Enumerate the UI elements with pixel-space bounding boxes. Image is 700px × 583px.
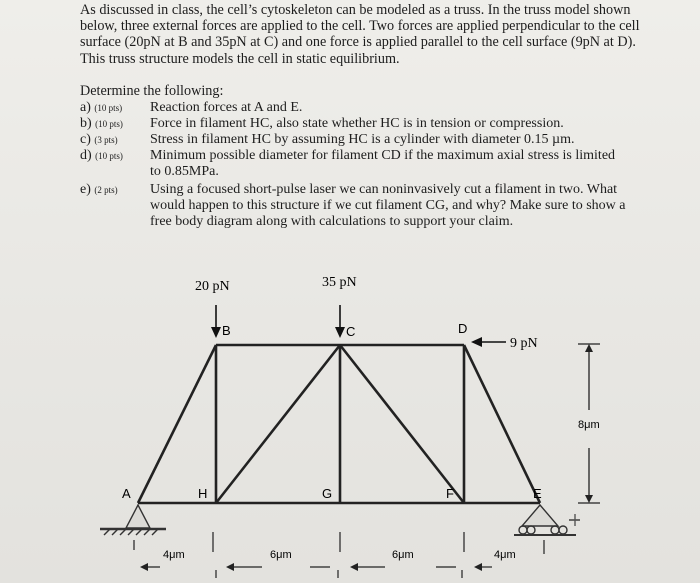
member-hc bbox=[216, 345, 340, 503]
force-arrow-d bbox=[471, 337, 506, 347]
node-label-h: H bbox=[198, 486, 208, 501]
pin-support-a bbox=[100, 505, 166, 535]
question-d-label: d) (10 pts) bbox=[80, 148, 123, 163]
question-c-text: Stress in filament HC by assuming HC is a cylinder with diameter 0.15 µm. bbox=[150, 132, 575, 147]
question-b-label: b) (10 pts) bbox=[80, 116, 123, 131]
force-label-b: 20 pN bbox=[195, 279, 230, 294]
question-b-text: Force in filament HC, also state whether HC is in tension or compression. bbox=[150, 116, 564, 131]
node-label-a: A bbox=[122, 486, 131, 501]
member-cf bbox=[340, 345, 464, 503]
span-label-ah: 4μm bbox=[163, 549, 185, 561]
height-label: 8μm bbox=[578, 419, 600, 431]
span-label-fe: 4μm bbox=[494, 549, 516, 561]
span-label-gf: 6μm bbox=[392, 549, 414, 561]
determine-heading: Determine the following: bbox=[80, 83, 224, 99]
span-dimension-lines bbox=[134, 532, 544, 578]
question-e-label: e) (2 pts) bbox=[80, 182, 118, 197]
node-label-g: G bbox=[322, 486, 333, 501]
force-label-c: 35 pN bbox=[322, 275, 357, 290]
node-label-f: F bbox=[446, 486, 454, 501]
force-arrow-c bbox=[335, 305, 345, 338]
member-ab bbox=[138, 345, 216, 503]
question-a-label: a) (10 pts) bbox=[80, 100, 123, 115]
node-label-b: B bbox=[222, 323, 231, 338]
force-arrow-b bbox=[211, 305, 221, 338]
question-a-text: Reaction forces at A and E. bbox=[150, 100, 303, 115]
node-label-e: E bbox=[533, 486, 542, 501]
question-d-text: Minimum possible diameter for filament CD if the maximum axial stress is limited to 0.85MPa. bbox=[150, 148, 616, 179]
question-c-label: c) (3 pts) bbox=[80, 132, 118, 147]
node-label-c: C bbox=[346, 324, 356, 339]
truss-members bbox=[138, 345, 540, 503]
member-de bbox=[464, 345, 540, 503]
question-e-text: Using a focused short-pulse laser we can noninvasively cut a filament in two. What would happen to this structure if we cut filament CG, and why? Make sure to show a free body diagram along with calculations to support your claim. bbox=[150, 182, 626, 229]
node-label-d: D bbox=[458, 321, 468, 336]
span-label-hg: 6μm bbox=[270, 549, 292, 561]
force-label-d: 9 pN bbox=[510, 336, 538, 351]
intro-paragraph: As discussed in class, the cell’s cytoskeleton can be modeled as a truss. In the truss model shown below, three external forces are applied to the cell. Two forces are applied perpendicular to the cell surface (20pN at B and 35pN at C) and one force is applied parallel to the cell surface (9pN at D). This truss structure models the cell in static equilibrium. bbox=[80, 2, 640, 67]
roller-support-e bbox=[514, 505, 580, 535]
